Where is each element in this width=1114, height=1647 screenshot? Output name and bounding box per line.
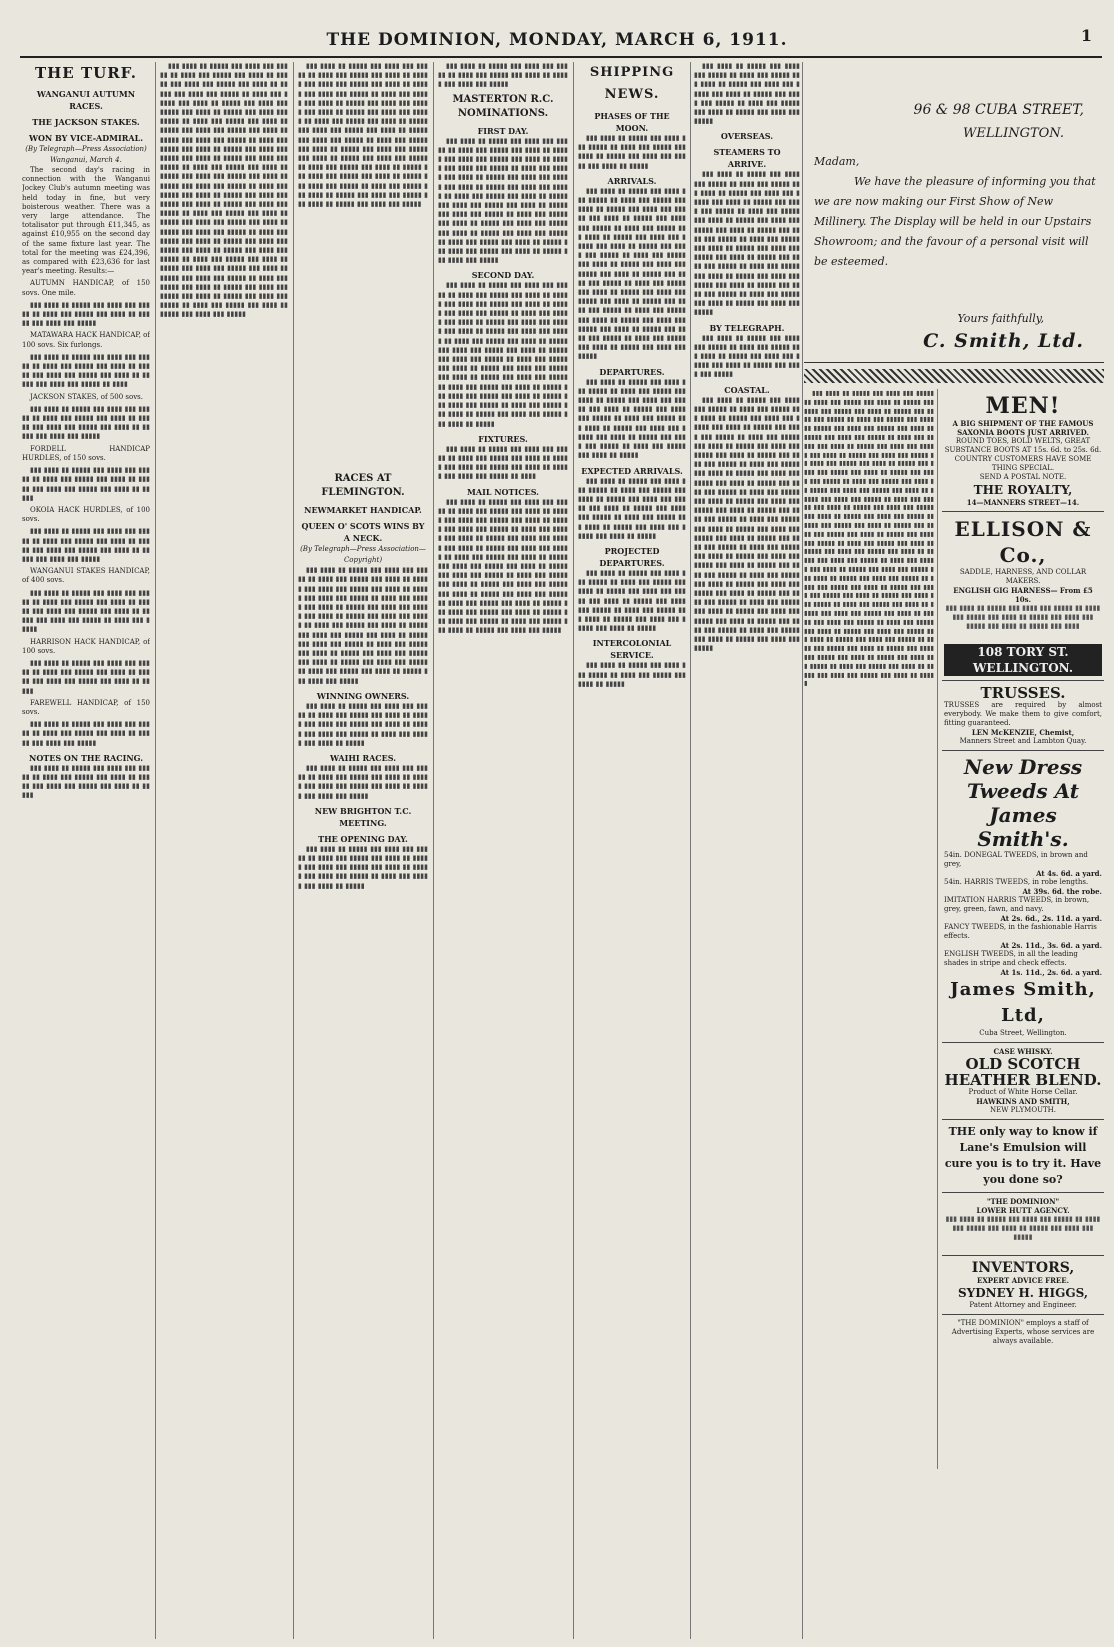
text-filler: ▮▮▮ ▮▮▮▮ ▮▮ ▮▮▮▮▮ ▮▮▮ ▮▮▮▮ ▮▮▮ ▮▮▮▮▮ ▮▮ ▮▮▮▮ ▮▮▮ ▮▮▮▮▮ ▮▮▮ ▮▮▮▮ ▮▮ ▮▮▮▮▮ ▮▮▮ ▮▮▮▮ ▮▮▮ ▮▮▮▮▮ ▮▮▮ ▮▮▮▮ ▮▮ ▮▮▮▮▮ ▮▮▮ ▮▮▮▮ ▮▮▮ ▮▮▮▮▮ ▮▮ ▮▮▮▮ ▮▮▮ ▮▮▮▮▮ ▮▮▮ ▮▮▮▮ ▮▮ ▮▮▮▮▮ ▮▮▮ ▮▮▮▮ ▮▮▮ ▮▮▮▮▮ ▮▮▮ ▮▮▮▮ ▮▮ ▮▮▮▮▮ ▮▮▮ ▮▮▮▮ ▮▮▮ ▮▮▮▮▮ ▮▮ ▮▮▮▮ ▮▮▮ ▮▮▮▮▮ ▮▮▮ ▮▮▮▮ ▮▮ ▮▮▮▮▮ ▮▮▮ ▮▮▮▮ ▮▮▮ ▮▮▮▮▮ ▮▮▮ ▮▮▮▮ ▮▮ ▮▮▮▮▮ ▮▮▮ ▮▮▮▮ ▮▮▮ ▮▮▮▮▮ ▮▮ ▮▮▮▮ ▮▮▮ ▮▮▮▮▮ ▮▮▮ ▮▮▮▮ ▮▮ ▮▮▮▮▮ ▮▮▮ ▮▮▮▮ ▮▮▮ ▮▮▮▮▮ ▮▮▮ ▮▮▮▮ ▮▮ ▮▮▮▮▮ ▮▮▮ ▮▮▮▮ ▮▮▮ ▮▮▮▮▮ ▮▮ ▮▮▮▮ ▮▮▮ ▮▮▮▮▮ ▮▮▮ ▮▮▮▮ ▮▮ ▮▮▮▮▮ ▮▮▮ ▮▮▮▮ ▮▮▮ ▮▮▮▮▮ ▮▮▮ ▮▮▮▮ ▮▮ ▮▮▮▮▮ ▮▮▮ ▮▮▮▮ ▮▮▮ ▮▮▮▮▮ ▮▮ ▮▮▮▮ ▮▮▮ ▮▮▮▮▮ ▮▮▮ ▮▮▮▮ ▮▮ ▮▮▮▮▮ ▮▮▮ ▮▮▮▮ ▮▮▮ ▮▮▮▮▮ (438, 497, 568, 635)
masthead-title: THE DOMINION, MONDAY, MARCH 6, 1911. (326, 30, 788, 50)
dominion-staff-ad (942, 1315, 1104, 1350)
text-filler: ▮▮▮ ▮▮▮▮ ▮▮ ▮▮▮▮▮ ▮▮▮ ▮▮▮▮ ▮▮▮ ▮▮▮▮▮ ▮▮ ▮▮▮▮ ▮▮▮ ▮▮▮▮▮ ▮▮▮ ▮▮▮▮ ▮▮ ▮▮▮▮▮ ▮▮▮ ▮▮▮▮ ▮▮▮ ▮▮▮▮▮ ▮▮▮ ▮▮▮▮ ▮▮ ▮▮▮▮▮ (22, 658, 150, 695)
column-masterton (438, 62, 568, 1639)
text-filler: ▮▮▮ ▮▮▮▮ ▮▮ ▮▮▮▮▮ ▮▮▮ ▮▮▮▮ ▮▮▮ ▮▮▮▮▮ ▮▮ ▮▮▮▮ ▮▮▮ ▮▮▮▮▮ ▮▮▮ ▮▮▮▮ ▮▮ ▮▮▮▮▮ ▮▮▮ ▮▮▮▮ ▮▮▮ ▮▮▮▮▮ ▮▮▮ ▮▮▮▮ ▮▮ ▮▮▮▮▮ ▮▮▮ ▮▮▮▮ ▮▮▮ ▮▮▮▮▮ ▮▮ ▮▮▮▮ ▮▮▮ ▮▮▮▮▮ ▮▮▮ ▮▮▮▮ ▮▮ ▮▮▮▮▮ (298, 844, 428, 890)
text-filler: ▮▮▮ ▮▮▮▮ ▮▮ ▮▮▮▮▮ ▮▮▮ ▮▮▮▮ ▮▮▮ ▮▮▮▮▮ ▮▮ ▮▮▮▮ ▮▮▮ ▮▮▮▮▮ ▮▮▮ ▮▮▮▮ ▮▮ ▮▮▮▮▮ ▮▮▮ ▮▮▮▮ ▮▮▮ ▮▮▮▮▮ ▮▮▮ ▮▮▮▮ ▮▮ ▮▮▮▮▮ ▮▮▮ ▮▮▮▮ ▮▮▮ ▮▮▮▮▮ ▮▮ ▮▮▮▮ ▮▮▮ ▮▮▮▮▮ ▮▮▮ ▮▮▮▮ ▮▮ ▮▮▮▮▮ ▮▮▮ ▮▮▮▮ ▮▮▮ ▮▮▮▮▮ ▮▮▮ ▮▮▮▮ ▮▮ ▮▮▮▮▮ ▮▮▮ ▮▮▮▮ ▮▮▮ ▮▮▮▮▮ ▮▮ ▮▮▮▮ ▮▮▮ ▮▮▮▮▮ ▮▮▮ ▮▮▮▮ ▮▮ ▮▮▮▮▮ ▮▮▮ ▮▮▮▮ ▮▮▮ ▮▮▮▮▮ ▮▮▮ ▮▮▮▮ ▮▮ ▮▮▮▮▮ ▮▮▮ ▮▮▮▮ ▮▮▮ ▮▮▮▮▮ ▮▮ ▮▮▮▮ ▮▮▮ ▮▮▮▮▮ ▮▮▮ ▮▮▮▮ ▮▮ ▮▮▮▮▮ ▮▮▮ ▮▮▮▮ ▮▮▮ ▮▮▮▮▮ ▮▮▮ ▮▮▮▮ ▮▮ ▮▮▮▮▮ ▮▮▮ ▮▮▮▮ ▮▮▮ ▮▮▮▮▮ ▮▮ ▮▮▮▮ ▮▮▮ ▮▮▮▮▮ ▮▮▮ ▮▮▮▮ ▮▮ ▮▮▮▮▮ ▮▮▮ ▮▮▮▮ ▮▮▮ ▮▮▮▮▮ ▮▮▮ ▮▮▮▮ ▮▮ ▮▮▮▮▮ ▮▮▮ ▮▮▮▮ ▮▮▮ ▮▮▮▮▮ ▮▮ ▮▮▮▮ ▮▮▮ ▮▮▮▮▮ ▮▮▮ ▮▮▮▮ ▮▮ ▮▮▮▮▮ ▮▮▮ ▮▮▮▮ ▮▮▮ ▮▮▮▮▮ (578, 186, 686, 361)
section-heading-turf: THE TURF. (34, 64, 138, 82)
trusses-ad (942, 681, 1104, 751)
subheading-queen-o-scots: QUEEN O' SCOTS WINS BY A NECK. (301, 521, 425, 544)
men-heading: MEN! (985, 393, 1061, 419)
tweeds-price: At 39s. 6d. the robe. (1022, 887, 1102, 896)
column-rule (433, 62, 434, 1639)
text-filler: ▮▮▮ ▮▮▮▮ ▮▮ ▮▮▮▮▮ ▮▮▮ ▮▮▮▮ ▮▮▮ ▮▮▮▮▮ ▮▮ ▮▮▮▮ ▮▮▮ ▮▮▮▮▮ ▮▮▮ ▮▮▮▮ ▮▮ ▮▮▮▮▮ ▮▮▮ ▮▮▮▮ ▮▮▮ ▮▮▮▮▮ ▮▮▮ ▮▮▮▮ ▮▮ ▮▮▮▮▮ ▮▮▮ ▮▮▮▮ ▮▮▮ ▮▮▮▮▮ (298, 763, 428, 800)
article-paragraph: The second day's racing in connection with the Wanganui Jockey Club's autumn meeting was held today in fine, but very boisterous weather. There was a very large attendance. The totalisator put through £11,345, as against £10,955 on the second day of the same fixture last year. The total for the meeting was £24,396, as compared with £23,636 for last year's meeting. Results:— (22, 166, 150, 276)
james-smith-name: James Smith, Ltd, (950, 979, 1096, 1026)
subheading-overseas: OVERSEAS. (720, 131, 774, 142)
text-filler: ▮▮▮ ▮▮▮▮ ▮▮ ▮▮▮▮▮ ▮▮▮ ▮▮▮▮ ▮▮▮ ▮▮▮▮▮ ▮▮ ▮▮▮▮ ▮▮▮ ▮▮▮▮▮ ▮▮▮ ▮▮▮▮ ▮▮ ▮▮▮▮▮ ▮▮▮ ▮▮▮▮ ▮▮▮ ▮▮▮▮▮ ▮▮▮ ▮▮▮▮ ▮▮ ▮▮▮▮▮ ▮▮▮ ▮▮▮▮ ▮▮▮ ▮▮▮▮▮ ▮▮ ▮▮▮▮ ▮▮▮ ▮▮▮▮▮ (22, 588, 150, 634)
ellison-address: 108 TORY ST. WELLINGTON. (944, 644, 1102, 676)
text-filler: ▮▮▮ ▮▮▮▮ ▮▮ ▮▮▮▮▮ ▮▮▮ ▮▮▮▮ ▮▮▮ ▮▮▮▮▮ ▮▮ ▮▮▮▮ ▮▮▮ ▮▮▮▮▮ ▮▮▮ ▮▮▮▮ ▮▮ ▮▮▮▮▮ ▮▮▮ ▮▮▮▮ ▮▮▮ ▮▮▮▮▮ (438, 62, 568, 89)
ad-address-line1: 96 & 98 CUBA STREET, (913, 102, 1084, 118)
text-filler: ▮▮▮ ▮▮▮▮ ▮▮ ▮▮▮▮▮ ▮▮▮ ▮▮▮▮ ▮▮▮ ▮▮▮▮▮ ▮▮ ▮▮▮▮ ▮▮▮ ▮▮▮▮▮ ▮▮▮ ▮▮▮▮ ▮▮ ▮▮▮▮▮ ▮▮▮ ▮▮▮▮ ▮▮▮ ▮▮▮▮▮ ▮▮▮ ▮▮▮▮ ▮▮ ▮▮▮▮▮ ▮▮▮ ▮▮▮▮ ▮▮▮ ▮▮▮▮▮ (22, 527, 150, 563)
tweeds-line: 54in. DONEGAL TWEEDS, in brown and grey, (944, 851, 1088, 868)
spacer (298, 212, 428, 472)
column-rule (690, 62, 691, 1639)
advertisement-column (804, 62, 1104, 1639)
subheading-wanganui: WANGANUI AUTUMN RACES. (36, 89, 136, 111)
subheading-newmarket: NEWMARKET HANDICAP. (304, 505, 422, 516)
james-smith-address: Cuba Street, Wellington. (979, 1029, 1067, 1037)
ornamental-divider (804, 369, 1104, 383)
text-filler: ▮▮▮ ▮▮▮▮ ▮▮ ▮▮▮▮▮ ▮▮▮ ▮▮▮▮ ▮▮▮ ▮▮▮▮▮ ▮▮ ▮▮▮▮ ▮▮▮ ▮▮▮▮▮ ▮▮▮ ▮▮▮▮ ▮▮ ▮▮▮▮▮ ▮▮▮ ▮▮▮▮ ▮▮▮ ▮▮▮▮▮ ▮▮▮ ▮▮▮▮ ▮▮ ▮▮▮▮▮ ▮▮▮ ▮▮▮▮ ▮▮▮ ▮▮▮▮▮ ▮▮ ▮▮▮▮ ▮▮▮ ▮▮▮▮▮ ▮▮▮ ▮▮▮▮ ▮▮ ▮▮▮▮▮ ▮▮▮ ▮▮▮▮ ▮▮▮ ▮▮▮▮▮ ▮▮▮ ▮▮▮▮ ▮▮ ▮▮▮▮▮ ▮▮▮ ▮▮▮▮ ▮▮▮ ▮▮▮▮▮ ▮▮ ▮▮▮▮ ▮▮▮ ▮▮▮▮▮ ▮▮▮ ▮▮▮▮ ▮▮ ▮▮▮▮▮ ▮▮▮ ▮▮▮▮ ▮▮▮ ▮▮▮▮▮ ▮▮▮ ▮▮▮▮ ▮▮ ▮▮▮▮▮ ▮▮▮ ▮▮▮▮ ▮▮▮ ▮▮▮▮▮ ▮▮ ▮▮▮▮ ▮▮▮ ▮▮▮▮▮ ▮▮▮ ▮▮▮▮ ▮▮ ▮▮▮▮▮ ▮▮▮ ▮▮▮▮ ▮▮▮ ▮▮▮▮▮ ▮▮▮ ▮▮▮▮ ▮▮ ▮▮▮▮▮ ▮▮▮ ▮▮▮▮ ▮▮▮ ▮▮▮▮▮ ▮▮ ▮▮▮▮ ▮▮▮ ▮▮▮▮▮ ▮▮▮ ▮▮▮▮ ▮▮ ▮▮▮▮▮ ▮▮▮ ▮▮▮▮ ▮▮▮ ▮▮▮▮▮ (694, 170, 800, 317)
race-result: FORDELL HANDICAP HURDLES, of 150 sovs. (22, 444, 150, 462)
inventors-subheading: EXPERT ADVICE FREE. (976, 1276, 1070, 1285)
heading-masterton: MASTERTON R.C. NOMINATIONS. (452, 93, 554, 119)
text-filler: ▮▮▮ ▮▮▮▮ ▮▮ ▮▮▮▮▮ ▮▮▮ ▮▮▮▮ ▮▮▮ ▮▮▮▮▮ ▮▮ ▮▮▮▮ ▮▮▮ ▮▮▮▮▮ ▮▮▮ ▮▮▮▮ ▮▮ ▮▮▮▮▮ ▮▮▮ ▮▮▮▮ ▮▮▮ ▮▮▮▮▮ ▮▮▮ ▮▮▮▮ ▮▮ ▮▮▮▮▮ (22, 763, 150, 800)
inventors-ad (942, 1256, 1104, 1315)
subheading-vice-admiral: WON BY VICE-ADMIRAL. (28, 133, 144, 143)
lower-hutt-agency-ad (942, 1193, 1104, 1256)
tweeds-line: ENGLISH TWEEDS, in all the leading shades in stripe and check effects. (944, 950, 1078, 967)
ad-body-text: We have the pleasure of informing you that we are now making our First Show of New Millinery. The Display will be held in our Upstairs Showroom; and the favour of a personal visit will be esteemed. (814, 175, 1096, 268)
royalty-boots-ad (942, 389, 1104, 512)
subheading-waihi: WAIHI RACES. (329, 752, 397, 763)
men-send: SEND A POSTAL NOTE. (979, 473, 1067, 481)
lanes-text: THE only way to know if Lane's Emulsion will cure you is to try it. Have you done so? (944, 1125, 1102, 1186)
text-filler: ▮▮▮ ▮▮▮▮ ▮▮ ▮▮▮▮▮ ▮▮▮ ▮▮▮▮ ▮▮▮ ▮▮▮▮▮ ▮▮ ▮▮▮▮ ▮▮▮ ▮▮▮▮▮ ▮▮▮ ▮▮▮▮ ▮▮ ▮▮▮▮▮ ▮▮▮ ▮▮▮▮ ▮▮▮ ▮▮▮▮▮ ▮▮▮ ▮▮▮▮ ▮▮ ▮▮▮▮▮ ▮▮▮ ▮▮▮▮ ▮▮▮ ▮▮▮▮▮ ▮▮ ▮▮▮▮ ▮▮▮ ▮▮▮▮▮ ▮▮▮ ▮▮▮▮ ▮▮ ▮▮▮▮▮ ▮▮▮ ▮▮▮▮ ▮▮▮ ▮▮▮▮▮ ▮▮▮ ▮▮▮▮ ▮▮ ▮▮▮▮▮ ▮▮▮ ▮▮▮▮ ▮▮▮ ▮▮▮▮▮ ▮▮ ▮▮▮▮ ▮▮▮ ▮▮▮▮▮ ▮▮▮ ▮▮▮▮ ▮▮ ▮▮▮▮▮ ▮▮▮ ▮▮▮▮ ▮▮▮ ▮▮▮▮▮ ▮▮▮ ▮▮▮▮ ▮▮ ▮▮▮▮▮ ▮▮▮ ▮▮▮▮ ▮▮▮ ▮▮▮▮▮ ▮▮ ▮▮▮▮ ▮▮▮ ▮▮▮▮▮ ▮▮▮ ▮▮▮▮ ▮▮ ▮▮▮▮▮ ▮▮▮ ▮▮▮▮ ▮▮▮ ▮▮▮▮▮ ▮▮▮ ▮▮▮▮ ▮▮ ▮▮▮▮▮ ▮▮▮ ▮▮▮▮ ▮▮▮ ▮▮▮▮▮ ▮▮ ▮▮▮▮ ▮▮▮ ▮▮▮▮▮ ▮▮▮ ▮▮▮▮ ▮▮ ▮▮▮▮▮ ▮▮▮ ▮▮▮▮ ▮▮▮ ▮▮▮▮▮ ▮▮▮ ▮▮▮▮ ▮▮ ▮▮▮▮▮ ▮▮▮ ▮▮▮▮ ▮▮▮ ▮▮▮▮▮ ▮▮ ▮▮▮▮ ▮▮▮ ▮▮▮▮▮ ▮▮▮ ▮▮▮▮ ▮▮ ▮▮▮▮▮ ▮▮▮ ▮▮▮▮ ▮▮▮ ▮▮▮▮▮ ▮▮▮ ▮▮▮▮ ▮▮ ▮▮▮▮▮ ▮▮▮ ▮▮▮▮ ▮▮▮ ▮▮▮▮▮ ▮▮ ▮▮▮▮ ▮▮▮ ▮▮▮▮▮ ▮▮▮ ▮▮▮▮ ▮▮ ▮▮▮▮▮ ▮▮▮ ▮▮▮▮ ▮▮▮ ▮▮▮▮▮ ▮▮▮ ▮▮▮▮ ▮▮ ▮▮▮▮▮ ▮▮▮ ▮▮▮▮ ▮▮▮ ▮▮▮▮▮ ▮▮ ▮▮▮▮ ▮▮▮ ▮▮▮▮▮ ▮▮▮ ▮▮▮▮ ▮▮ ▮▮▮▮▮ ▮▮▮ ▮▮▮▮ ▮▮▮ ▮▮▮▮▮ ▮▮▮ ▮▮▮▮ ▮▮ ▮▮▮▮▮ ▮▮▮ ▮▮▮▮ ▮▮▮ ▮▮▮▮▮ ▮▮ ▮▮▮▮ ▮▮▮ ▮▮▮▮▮ ▮▮▮ ▮▮▮▮ ▮▮ ▮▮▮▮▮ ▮▮▮ ▮▮▮▮ ▮▮▮ ▮▮▮▮▮ ▮▮▮ ▮▮▮▮ ▮▮ ▮▮▮▮▮ ▮▮▮ ▮▮▮▮ ▮▮▮ ▮▮▮▮▮ ▮▮ ▮▮▮▮ ▮▮▮ ▮▮▮▮▮ ▮▮▮ ▮▮▮▮ ▮▮ ▮▮▮▮▮ ▮▮▮ ▮▮▮▮ ▮▮▮ ▮▮▮▮▮ ▮▮▮ ▮▮▮▮ ▮▮ ▮▮▮▮▮ ▮▮▮ ▮▮▮▮ ▮▮▮ ▮▮▮▮▮ ▮▮ ▮▮▮▮ ▮▮▮ ▮▮▮▮▮ ▮▮▮ ▮▮▮▮ ▮▮ ▮▮▮▮▮ ▮▮▮ ▮▮▮▮ ▮▮▮ ▮▮▮▮▮ ▮▮▮ ▮▮▮▮ ▮▮ ▮▮▮▮▮ ▮▮▮ ▮▮▮▮ ▮▮▮ ▮▮▮▮▮ ▮▮ ▮▮▮▮ ▮▮▮ ▮▮▮▮▮ ▮▮▮ ▮▮▮▮ ▮▮ ▮▮▮▮▮ ▮▮▮ ▮▮▮▮ ▮▮▮ ▮▮▮▮▮ ▮▮▮ ▮▮▮▮ ▮▮ ▮▮▮▮▮ ▮▮▮ ▮▮▮▮ ▮▮▮ ▮▮▮▮▮ ▮▮ ▮▮▮▮ ▮▮▮ ▮▮▮▮▮ ▮▮▮ ▮▮▮▮ ▮▮ ▮▮▮▮▮ ▮▮▮ ▮▮▮▮ ▮▮▮ ▮▮▮▮▮ ▮▮▮ ▮▮▮▮ ▮▮ ▮▮▮▮▮ ▮▮▮ ▮▮▮▮ ▮▮▮ ▮▮▮▮▮ ▮▮ ▮▮▮▮ ▮▮▮ ▮▮▮▮▮ ▮▮▮ ▮▮▮▮ ▮▮ ▮▮▮▮▮ ▮▮▮ ▮▮▮▮ ▮▮▮ ▮▮▮▮▮ ▮▮▮ ▮▮▮▮ ▮▮ ▮▮▮▮▮ (804, 389, 934, 688)
subheading-mail-notices: MAIL NOTICES. (467, 486, 539, 497)
trusses-chemist: LEN McKENZIE, Chemist, (971, 728, 1075, 737)
subheading-projected: PROJECTED DEPARTURES. (599, 545, 665, 568)
royalty-name: THE ROYALTY, (973, 483, 1073, 497)
race-result: WANGANUI STAKES HANDICAP, of 400 sovs. (22, 567, 150, 585)
subheading-second-day: SECOND DAY. (471, 270, 535, 281)
text-filler: ▮▮▮ ▮▮▮▮ ▮▮ ▮▮▮▮▮ ▮▮▮ ▮▮▮▮ ▮▮▮ ▮▮▮▮▮ ▮▮ ▮▮▮▮ ▮▮▮ ▮▮▮▮▮ ▮▮▮ ▮▮▮▮ ▮▮ ▮▮▮▮▮ ▮▮▮ ▮▮▮▮ ▮▮▮ ▮▮▮▮▮ ▮▮▮ ▮▮▮▮ ▮▮ ▮▮▮▮▮ ▮▮▮ ▮▮▮▮ ▮▮▮ ▮▮▮▮▮ (22, 404, 150, 441)
text-filler: ▮▮▮ ▮▮▮▮ ▮▮ ▮▮▮▮▮ ▮▮▮ ▮▮▮▮ ▮▮▮ ▮▮▮▮▮ ▮▮ ▮▮▮▮ ▮▮▮ ▮▮▮▮▮ ▮▮▮ ▮▮▮▮ ▮▮ ▮▮▮▮▮ ▮▮▮ ▮▮▮▮ ▮▮▮ ▮▮▮▮▮ ▮▮▮ ▮▮▮▮ ▮▮ ▮▮▮▮▮ ▮▮▮ ▮▮▮▮ ▮▮▮ ▮▮▮▮▮ ▮▮ ▮▮▮▮ ▮▮▮ ▮▮▮▮▮ ▮▮▮ ▮▮▮▮ ▮▮ ▮▮▮▮▮ ▮▮▮ ▮▮▮▮ ▮▮▮ ▮▮▮▮▮ (694, 62, 800, 126)
byline-press-association: (By Telegraph—Press Association) (25, 145, 147, 153)
trusses-text: TRUSSES are required by almost everybody. We make them to give comfort, fitting guaranteed. (944, 701, 1102, 727)
subheading-expected: EXPECTED ARRIVALS. (581, 465, 683, 476)
tweeds-line: IMITATION HARRIS TWEEDS, in brown, grey, green, fawn, and navy. (944, 896, 1090, 913)
ad-salutation: Madam, (814, 155, 860, 168)
text-filler: ▮▮▮ ▮▮▮▮ ▮▮ ▮▮▮▮▮ ▮▮▮ ▮▮▮▮ ▮▮▮ ▮▮▮▮▮ ▮▮ ▮▮▮▮ ▮▮▮ ▮▮▮▮▮ ▮▮▮ ▮▮▮▮ ▮▮ ▮▮▮▮▮ ▮▮▮ ▮▮▮▮ ▮▮▮ ▮▮▮▮▮ (22, 720, 150, 747)
new-plymouth: NEW PLYMOUTH. (990, 1106, 1056, 1114)
dateline: Wanganui, March 4. (50, 156, 122, 164)
subheading-notes: NOTES ON THE RACING. (29, 752, 143, 763)
whisky-old-scotch: OLD SCOTCH (965, 1055, 1081, 1073)
text-filler: ▮▮▮ ▮▮▮▮ ▮▮ ▮▮▮▮▮ ▮▮▮ ▮▮▮▮ ▮▮▮ ▮▮▮▮▮ ▮▮ ▮▮▮▮ ▮▮▮ ▮▮▮▮▮ ▮▮▮ ▮▮▮▮ ▮▮ ▮▮▮▮▮ ▮▮▮ ▮▮▮▮ ▮▮▮ ▮▮▮▮▮ ▮▮▮ ▮▮▮▮ ▮▮ ▮▮▮▮▮ ▮▮▮ ▮▮▮▮ ▮▮▮ ▮▮▮▮▮ ▮▮ ▮▮▮▮ ▮▮▮ ▮▮▮▮▮ ▮▮▮ ▮▮▮▮ ▮▮ ▮▮▮▮▮ ▮▮▮ ▮▮▮▮ ▮▮▮ ▮▮▮▮▮ ▮▮▮ ▮▮▮▮ ▮▮ ▮▮▮▮▮ ▮▮▮ ▮▮▮▮ ▮▮▮ ▮▮▮▮▮ ▮▮ ▮▮▮▮ ▮▮▮ ▮▮▮▮▮ ▮▮▮ ▮▮▮▮ ▮▮ ▮▮▮▮▮ ▮▮▮ ▮▮▮▮ ▮▮▮ ▮▮▮▮▮ ▮▮▮ ▮▮▮▮ ▮▮ ▮▮▮▮▮ ▮▮▮ ▮▮▮▮ ▮▮▮ ▮▮▮▮▮ ▮▮ ▮▮▮▮ ▮▮▮ ▮▮▮▮▮ ▮▮▮ ▮▮▮▮ ▮▮ ▮▮▮▮▮ ▮▮▮ ▮▮▮▮ ▮▮▮ ▮▮▮▮▮ ▮▮▮ ▮▮▮▮ ▮▮ ▮▮▮▮▮ ▮▮▮ ▮▮▮▮ ▮▮▮ ▮▮▮▮▮ ▮▮ ▮▮▮▮ ▮▮▮ ▮▮▮▮▮ ▮▮▮ ▮▮▮▮ ▮▮ ▮▮▮▮▮ ▮▮▮ ▮▮▮▮ ▮▮▮ ▮▮▮▮▮ ▮▮▮ ▮▮▮▮ ▮▮ ▮▮▮▮▮ ▮▮▮ ▮▮▮▮ ▮▮▮ ▮▮▮▮▮ ▮▮ ▮▮▮▮ ▮▮▮ ▮▮▮▮▮ ▮▮▮ ▮▮▮▮ ▮▮ ▮▮▮▮▮ ▮▮▮ ▮▮▮▮ ▮▮▮ ▮▮▮▮▮ ▮▮▮ ▮▮▮▮ ▮▮ ▮▮▮▮▮ (438, 281, 568, 428)
subheading-by-telegraph: BY TELEGRAPH. (709, 322, 785, 333)
men-text3: COUNTRY CUSTOMERS HAVE SOME THING SPECIAL. (954, 455, 1092, 472)
whisky-heather-blend: HEATHER BLEND. (944, 1071, 1102, 1089)
heading-flemington: RACES AT FLEMINGTON. (321, 473, 405, 499)
column-rule (293, 62, 294, 1639)
hicks-name: SYDNEY H. HIGGS, (957, 1286, 1089, 1300)
whisky-case: CASE WHISKY. (993, 1047, 1053, 1056)
text-filler: ▮▮▮ ▮▮▮▮ ▮▮ ▮▮▮▮▮ ▮▮▮ ▮▮▮▮ ▮▮▮ ▮▮▮▮▮ ▮▮ ▮▮▮▮ ▮▮▮ ▮▮▮▮▮ ▮▮▮ ▮▮▮▮ ▮▮ ▮▮▮▮▮ ▮▮▮ ▮▮▮▮ ▮▮▮ ▮▮▮▮▮ ▮▮▮ ▮▮▮▮ ▮▮ ▮▮▮▮▮ ▮▮▮ ▮▮▮▮ (945, 604, 1101, 630)
text-filler: ▮▮▮ ▮▮▮▮ ▮▮ ▮▮▮▮▮ ▮▮▮ ▮▮▮▮ ▮▮▮ ▮▮▮▮▮ ▮▮ ▮▮▮▮ ▮▮▮ ▮▮▮▮▮ ▮▮▮ ▮▮▮▮ ▮▮ ▮▮▮▮▮ ▮▮▮ ▮▮▮▮ ▮▮▮ ▮▮▮▮▮ ▮▮▮ ▮▮▮▮ ▮▮ ▮▮▮▮▮ ▮▮▮ ▮▮▮▮ ▮▮▮ ▮▮▮▮▮ ▮▮ ▮▮▮▮ ▮▮▮ ▮▮▮▮▮ ▮▮▮ ▮▮▮▮ ▮▮ ▮▮▮▮▮ (298, 701, 428, 747)
royalty-address: 14—MANNERS STREET—14. (966, 498, 1080, 507)
trusses-address: Manners Street and Lambton Quay. (959, 737, 1087, 745)
men-text2: ROUND TOES, BOLD WELTS, GREAT SUBSTANCE BOOTS AT 15s. 6d. to 25s. 6d. (944, 437, 1102, 454)
subheading-coastal: COASTAL. (724, 384, 770, 395)
ellison-name: ELLISON & Co., (954, 517, 1092, 567)
ad-split-block (804, 389, 1104, 1469)
text-filler: ▮▮▮ ▮▮▮▮ ▮▮ ▮▮▮▮▮ ▮▮▮ ▮▮▮▮ ▮▮▮ ▮▮▮▮▮ ▮▮ ▮▮▮▮ ▮▮▮ ▮▮▮▮▮ ▮▮▮ ▮▮▮▮ ▮▮ ▮▮▮▮▮ ▮▮▮ ▮▮▮▮ ▮▮▮ ▮▮▮▮▮ ▮▮▮ ▮▮▮▮ ▮▮ ▮▮▮▮▮ ▮▮▮ ▮▮▮▮ ▮▮▮ ▮▮▮▮▮ ▮▮ ▮▮▮▮ ▮▮▮ ▮▮▮▮▮ ▮▮▮ ▮▮▮▮ ▮▮ ▮▮▮▮▮ ▮▮▮ ▮▮▮▮ ▮▮▮ ▮▮▮▮▮ ▮▮▮ ▮▮▮▮ ▮▮ ▮▮▮▮▮ (578, 476, 686, 540)
subheading-winning-owners: WINNING OWNERS. (316, 690, 410, 701)
ellison-subtitle: SADDLE, HARNESS, AND COLLAR MAKERS. (959, 568, 1087, 585)
text-filler: ▮▮▮ ▮▮▮▮ ▮▮ ▮▮▮▮▮ ▮▮▮ ▮▮▮▮ ▮▮▮ ▮▮▮▮▮ ▮▮ ▮▮▮▮ ▮▮▮ ▮▮▮▮▮ ▮▮▮ ▮▮▮▮ ▮▮ ▮▮▮▮▮ ▮▮▮ ▮▮▮▮ ▮▮▮ ▮▮▮▮▮ ▮▮▮ ▮▮▮▮ ▮▮ ▮▮▮▮▮ ▮▮▮ ▮▮▮▮ ▮▮▮ ▮▮▮▮▮ ▮▮ ▮▮▮▮ ▮▮▮ ▮▮▮▮▮ ▮▮▮ ▮▮▮▮ ▮▮ ▮▮▮▮▮ ▮▮▮ ▮▮▮▮ ▮▮▮ ▮▮▮▮▮ ▮▮▮ ▮▮▮▮ ▮▮ ▮▮▮▮▮ ▮▮▮ ▮▮▮▮ ▮▮▮ ▮▮▮▮▮ ▮▮ ▮▮▮▮ ▮▮▮ ▮▮▮▮▮ ▮▮▮ ▮▮▮▮ ▮▮ ▮▮▮▮▮ ▮▮▮ ▮▮▮▮ ▮▮▮ ▮▮▮▮▮ ▮▮▮ ▮▮▮▮ ▮▮ ▮▮▮▮▮ ▮▮▮ ▮▮▮▮ ▮▮▮ ▮▮▮▮▮ ▮▮ ▮▮▮▮ ▮▮▮ ▮▮▮▮▮ ▮▮▮ ▮▮▮▮ ▮▮ ▮▮▮▮▮ ▮▮▮ ▮▮▮▮ ▮▮▮ ▮▮▮▮▮ ▮▮▮ ▮▮▮▮ ▮▮ ▮▮▮▮▮ ▮▮▮ ▮▮▮▮ ▮▮▮ ▮▮▮▮▮ ▮▮ ▮▮▮▮ ▮▮▮ ▮▮▮▮▮ ▮▮▮ ▮▮▮▮ ▮▮ ▮▮▮▮▮ ▮▮▮ ▮▮▮▮ ▮▮▮ ▮▮▮▮▮ (298, 566, 428, 685)
tweeds-price: At 2s. 6d., 2s. 11d. a yard. (1000, 914, 1102, 923)
race-result: OKOIA HACK HURDLES, of 100 sovs. (22, 505, 150, 524)
ads-column (942, 389, 1104, 1469)
text-filler: ▮▮▮ ▮▮▮▮ ▮▮ ▮▮▮▮▮ ▮▮▮ ▮▮▮▮ ▮▮▮ ▮▮▮▮▮ ▮▮ ▮▮▮▮ ▮▮▮ ▮▮▮▮▮ ▮▮▮ ▮▮▮▮ ▮▮ ▮▮▮▮▮ ▮▮▮ ▮▮▮▮ ▮▮▮ ▮▮▮▮▮ ▮▮▮ ▮▮▮▮ ▮▮ ▮▮▮▮▮ ▮▮▮ ▮▮▮▮ ▮▮▮ ▮▮▮▮▮ ▮▮ ▮▮▮▮ ▮▮▮ ▮▮▮▮▮ ▮▮▮ ▮▮▮▮ ▮▮ ▮▮▮▮▮ ▮▮▮ ▮▮▮▮ ▮▮▮ ▮▮▮▮▮ ▮▮▮ ▮▮▮▮ ▮▮ ▮▮▮▮▮ ▮▮▮ ▮▮▮▮ ▮▮▮ ▮▮▮▮▮ ▮▮ ▮▮▮▮ ▮▮▮ ▮▮▮▮▮ ▮▮▮ ▮▮▮▮ ▮▮ ▮▮▮▮▮ (578, 377, 686, 460)
lanes-emulsion-ad (942, 1120, 1104, 1193)
subheading-phases: PHASES OF THE MOON. (594, 111, 670, 133)
ad-address-line2: WELLINGTON. (962, 126, 1064, 141)
text-filler: ▮▮▮ ▮▮▮▮ ▮▮ ▮▮▮▮▮ ▮▮▮ ▮▮▮▮ ▮▮▮ ▮▮▮▮▮ ▮▮ ▮▮▮▮ ▮▮▮ ▮▮▮▮▮ ▮▮▮ ▮▮▮▮ ▮▮ ▮▮▮▮▮ ▮▮▮ ▮▮▮▮ ▮▮▮ ▮▮▮▮▮ (22, 300, 150, 328)
hicks-subtitle: Patent Attorney and Engineer. (969, 1301, 1077, 1309)
column-rule (802, 62, 803, 1639)
subheading-jackson: THE JACKSON STAKES. (32, 117, 140, 127)
text-filler: ▮▮▮ ▮▮▮▮ ▮▮ ▮▮▮▮▮ ▮▮▮ ▮▮▮▮ ▮▮▮ ▮▮▮▮▮ ▮▮ ▮▮▮▮ ▮▮▮ ▮▮▮▮▮ ▮▮▮ ▮▮▮▮ ▮▮ ▮▮▮▮▮ ▮▮▮ ▮▮▮▮ ▮▮▮ ▮▮▮▮▮ ▮▮▮ ▮▮▮▮ ▮▮ ▮▮▮▮▮ ▮▮▮ ▮▮▮▮ ▮▮▮ ▮▮▮▮▮ ▮▮ ▮▮▮▮ (438, 444, 568, 481)
column-rule (155, 62, 156, 1639)
men-text: A BIG SHIPMENT OF THE FAMOUS SAXONIA BOOTS JUST ARRIVED. (952, 419, 1094, 437)
subheading-arrivals: ARRIVALS. (607, 175, 657, 186)
james-smith-tweeds-ad (942, 751, 1104, 1043)
text-filler: ▮▮▮ ▮▮▮▮ ▮▮ ▮▮▮▮▮ ▮▮▮ ▮▮▮▮ ▮▮▮ ▮▮▮▮▮ ▮▮ ▮▮▮▮ ▮▮▮ ▮▮▮▮▮ ▮▮▮ ▮▮▮▮ ▮▮ ▮▮▮▮▮ ▮▮▮ ▮▮▮▮ ▮▮▮ ▮▮▮▮▮ ▮▮▮ ▮▮▮▮ ▮▮ ▮▮▮▮▮ ▮▮▮ ▮▮▮▮ ▮▮▮ ▮▮▮▮▮ ▮▮ ▮▮▮▮ ▮▮▮ ▮▮▮▮▮ ▮▮▮ ▮▮▮▮ ▮▮ ▮▮▮▮▮ ▮▮▮ ▮▮▮▮ ▮▮▮ ▮▮▮▮▮ ▮▮▮ ▮▮▮▮ ▮▮ ▮▮▮▮▮ ▮▮▮ ▮▮▮▮ ▮▮▮ ▮▮▮▮▮ ▮▮ ▮▮▮▮ ▮▮▮ ▮▮▮▮▮ ▮▮▮ ▮▮▮▮ ▮▮ ▮▮▮▮▮ ▮▮▮ ▮▮▮▮ ▮▮▮ ▮▮▮▮▮ ▮▮▮ ▮▮▮▮ ▮▮ ▮▮▮▮▮ ▮▮▮ ▮▮▮▮ ▮▮▮ ▮▮▮▮▮ ▮▮ ▮▮▮▮ ▮▮▮ ▮▮▮▮▮ ▮▮▮ ▮▮▮▮ ▮▮ ▮▮▮▮▮ ▮▮▮ ▮▮▮▮ ▮▮▮ ▮▮▮▮▮ ▮▮▮ ▮▮▮▮ ▮▮ ▮▮▮▮▮ ▮▮▮ ▮▮▮▮ ▮▮▮ ▮▮▮▮▮ ▮▮ ▮▮▮▮ ▮▮▮ ▮▮▮▮▮ ▮▮▮ ▮▮▮▮ ▮▮ ▮▮▮▮▮ ▮▮▮ ▮▮▮▮ ▮▮▮ ▮▮▮▮▮ ▮▮▮ ▮▮▮▮ ▮▮ ▮▮▮▮▮ ▮▮▮ ▮▮▮▮ ▮▮▮ ▮▮▮▮▮ ▮▮ ▮▮▮▮ ▮▮▮ ▮▮▮▮▮ ▮▮▮ ▮▮▮▮ ▮▮ ▮▮▮▮▮ ▮▮▮ ▮▮▮▮ ▮▮▮ ▮▮▮▮▮ ▮▮▮ ▮▮▮▮ ▮▮ ▮▮▮▮▮ ▮▮▮ ▮▮▮▮ ▮▮▮ ▮▮▮▮▮ ▮▮ ▮▮▮▮ ▮▮▮ ▮▮▮▮▮ ▮▮▮ ▮▮▮▮ ▮▮ ▮▮▮▮▮ ▮▮▮ ▮▮▮▮ ▮▮▮ ▮▮▮▮▮ ▮▮▮ ▮▮▮▮ ▮▮ ▮▮▮▮▮ ▮▮▮ ▮▮▮▮ ▮▮▮ ▮▮▮▮▮ ▮▮ ▮▮▮▮ ▮▮▮ ▮▮▮▮▮ ▮▮▮ ▮▮▮▮ ▮▮ ▮▮▮▮▮ ▮▮▮ ▮▮▮▮ ▮▮▮ ▮▮▮▮▮ ▮▮▮ ▮▮▮▮ ▮▮ ▮▮▮▮▮ ▮▮▮ ▮▮▮▮ ▮▮▮ ▮▮▮▮▮ ▮▮ ▮▮▮▮ ▮▮▮ ▮▮▮▮▮ ▮▮▮ ▮▮▮▮ ▮▮ ▮▮▮▮▮ ▮▮▮ ▮▮▮▮ ▮▮▮ ▮▮▮▮▮ ▮▮▮ ▮▮▮▮ ▮▮ ▮▮▮▮▮ ▮▮▮ ▮▮▮▮ ▮▮▮ ▮▮▮▮▮ ▮▮ ▮▮▮▮ ▮▮▮ ▮▮▮▮▮ ▮▮▮ ▮▮▮▮ ▮▮ ▮▮▮▮▮ ▮▮▮ ▮▮▮▮ ▮▮▮ ▮▮▮▮▮ ▮▮▮ ▮▮▮▮ ▮▮ ▮▮▮▮▮ ▮▮▮ ▮▮▮▮ ▮▮▮ ▮▮▮▮▮ ▮▮ ▮▮▮▮ ▮▮▮ ▮▮▮▮▮ ▮▮▮ ▮▮▮▮ ▮▮ ▮▮▮▮▮ ▮▮▮ ▮▮▮▮ ▮▮▮ ▮▮▮▮▮ (160, 62, 288, 319)
tweeds-line: 54in. HARRIS TWEEDS, in robe lengths. (944, 878, 1089, 886)
tweeds-price: At 2s. 11d., 3s. 6d. a yard. (1000, 941, 1102, 950)
race-result: JACKSON STAKES, of 500 sovs. (30, 392, 143, 401)
subheading-departures: DEPARTURES. (599, 366, 665, 377)
masthead-rule (20, 56, 1102, 58)
subheading-fixtures: FIXTURES. (478, 433, 528, 444)
column-flemington (298, 62, 428, 1639)
trusses-heading: TRUSSES. (980, 684, 1066, 702)
subheading-opening-day: THE OPENING DAY. (318, 833, 408, 844)
hawkins-smith: HAWKINS AND SMITH, (976, 1097, 1070, 1106)
agency-name: LOWER HUTT AGENCY. (976, 1206, 1070, 1215)
race-result: FAREWELL HANDICAP, of 150 sovs. (22, 698, 150, 716)
race-result: MATAWARA HACK HANDICAP, of 100 sovs. Six furlongs. (22, 331, 150, 349)
ellison-subtitle2: ENGLISH GIG HARNESS— From £5 10s. (953, 586, 1093, 604)
ad-signature: C. Smith, Ltd. (923, 330, 1084, 352)
text-filler: ▮▮▮ ▮▮▮▮ ▮▮ ▮▮▮▮▮ ▮▮▮ ▮▮▮▮ ▮▮▮ ▮▮▮▮▮ ▮▮ ▮▮▮▮ ▮▮▮ ▮▮▮▮▮ ▮▮▮ ▮▮▮▮ ▮▮ ▮▮▮▮▮ ▮▮▮ ▮▮▮▮ ▮▮▮ ▮▮▮▮▮ ▮▮▮ ▮▮▮▮ ▮▮ ▮▮▮▮▮ ▮▮▮ ▮▮▮▮ ▮▮▮ ▮▮▮▮▮ ▮▮ ▮▮▮▮ ▮▮▮ ▮▮▮▮▮ ▮▮▮ ▮▮▮▮ ▮▮ ▮▮▮▮▮ ▮▮▮ ▮▮▮▮ ▮▮▮ ▮▮▮▮▮ ▮▮▮ ▮▮▮▮ ▮▮ ▮▮▮▮▮ ▮▮▮ ▮▮▮▮ ▮▮▮ ▮▮▮▮▮ ▮▮ ▮▮▮▮ ▮▮▮ ▮▮▮▮▮ ▮▮▮ ▮▮▮▮ ▮▮ ▮▮▮▮▮ ▮▮▮ ▮▮▮▮ ▮▮▮ ▮▮▮▮▮ ▮▮▮ ▮▮▮▮ ▮▮ ▮▮▮▮▮ ▮▮▮ ▮▮▮▮ ▮▮▮ ▮▮▮▮▮ ▮▮ ▮▮▮▮ ▮▮▮ ▮▮▮▮▮ ▮▮▮ ▮▮▮▮ ▮▮ ▮▮▮▮▮ ▮▮▮ ▮▮▮▮ ▮▮▮ ▮▮▮▮▮ ▮▮▮ ▮▮▮▮ ▮▮ ▮▮▮▮▮ ▮▮▮ ▮▮▮▮ ▮▮▮ ▮▮▮▮▮ ▮▮ ▮▮▮▮ ▮▮▮ ▮▮▮▮▮ ▮▮▮ ▮▮▮▮ ▮▮ ▮▮▮▮▮ ▮▮▮ ▮▮▮▮ ▮▮▮ ▮▮▮▮▮ ▮▮▮ ▮▮▮▮ ▮▮ ▮▮▮▮▮ ▮▮▮ ▮▮▮▮ ▮▮▮ ▮▮▮▮▮ (438, 136, 568, 265)
ad-signoff: Yours faithfully, (957, 312, 1044, 325)
column-turf (22, 62, 150, 1639)
subheading-steamers: STEAMERS TO ARRIVE. (713, 147, 781, 170)
whisky-ad (942, 1043, 1104, 1120)
tweeds-line: FANCY TWEEDS, in the fashionable Harris effects. (944, 923, 1097, 940)
agency-heading: "THE DOMINION" (986, 1197, 1060, 1206)
text-filler: ▮▮▮ ▮▮▮▮ ▮▮ ▮▮▮▮▮ ▮▮▮ ▮▮▮▮ ▮▮▮ ▮▮▮▮▮ ▮▮ ▮▮▮▮ ▮▮▮ ▮▮▮▮▮ ▮▮▮ ▮▮▮▮ ▮▮ ▮▮▮▮▮ (578, 661, 686, 688)
text-filler: ▮▮▮ ▮▮▮▮ ▮▮ ▮▮▮▮▮ ▮▮▮ ▮▮▮▮ ▮▮▮ ▮▮▮▮▮ ▮▮ ▮▮▮▮ ▮▮▮ ▮▮▮▮▮ ▮▮▮ ▮▮▮▮ ▮▮ ▮▮▮▮▮ ▮▮▮ ▮▮▮▮ ▮▮▮ ▮▮▮▮▮ (945, 1215, 1101, 1241)
tweeds-heading: New Dress Tweeds At James Smith's. (963, 755, 1083, 851)
tweeds-price: At 1s. 11d., 2s. 6d. a yard. (1000, 968, 1102, 977)
column-shipping (578, 62, 686, 1639)
text-filler: ▮▮▮ ▮▮▮▮ ▮▮ ▮▮▮▮▮ ▮▮▮ ▮▮▮▮ ▮▮▮ ▮▮▮▮▮ ▮▮ ▮▮▮▮ ▮▮▮ ▮▮▮▮▮ ▮▮▮ ▮▮▮▮ ▮▮ ▮▮▮▮▮ ▮▮▮ ▮▮▮▮ ▮▮▮ ▮▮▮▮▮ ▮▮▮ ▮▮▮▮ ▮▮ ▮▮▮▮▮ ▮▮▮ ▮▮▮▮ ▮▮▮ ▮▮▮▮▮ ▮▮ ▮▮▮▮ ▮▮▮ ▮▮▮▮▮ ▮▮▮ ▮▮▮▮ ▮▮ ▮▮▮▮▮ ▮▮▮ ▮▮▮▮ ▮▮▮ ▮▮▮▮▮ ▮▮▮ ▮▮▮▮ ▮▮ ▮▮▮▮▮ ▮▮▮ ▮▮▮▮ ▮▮▮ ▮▮▮▮▮ ▮▮ ▮▮▮▮ ▮▮▮ ▮▮▮▮▮ ▮▮▮ ▮▮▮▮ ▮▮ ▮▮▮▮▮ ▮▮▮ ▮▮▮▮ ▮▮▮ ▮▮▮▮▮ ▮▮▮ ▮▮▮▮ ▮▮ ▮▮▮▮▮ ▮▮▮ ▮▮▮▮ ▮▮▮ ▮▮▮▮▮ ▮▮ ▮▮▮▮ ▮▮▮ ▮▮▮▮▮ ▮▮▮ ▮▮▮▮ ▮▮ ▮▮▮▮▮ ▮▮▮ ▮▮▮▮ ▮▮▮ ▮▮▮▮▮ ▮▮▮ ▮▮▮▮ ▮▮ ▮▮▮▮▮ ▮▮▮ ▮▮▮▮ ▮▮▮ ▮▮▮▮▮ ▮▮ ▮▮▮▮ ▮▮▮ ▮▮▮▮▮ ▮▮▮ ▮▮▮▮ ▮▮ ▮▮▮▮▮ ▮▮▮ ▮▮▮▮ ▮▮▮ ▮▮▮▮▮ ▮▮▮ ▮▮▮▮ ▮▮ ▮▮▮▮▮ ▮▮▮ ▮▮▮▮ ▮▮▮ ▮▮▮▮▮ ▮▮ ▮▮▮▮ ▮▮▮ ▮▮▮▮▮ ▮▮▮ ▮▮▮▮ ▮▮ ▮▮▮▮▮ ▮▮▮ ▮▮▮▮ ▮▮▮ ▮▮▮▮▮ ▮▮▮ ▮▮▮▮ ▮▮ ▮▮▮▮▮ ▮▮▮ ▮▮▮▮ ▮▮▮ ▮▮▮▮▮ ▮▮ ▮▮▮▮ ▮▮▮ ▮▮▮▮▮ ▮▮▮ ▮▮▮▮ ▮▮ ▮▮▮▮▮ ▮▮▮ ▮▮▮▮ ▮▮▮ ▮▮▮▮▮ ▮▮▮ ▮▮▮▮ ▮▮ ▮▮▮▮▮ ▮▮▮ ▮▮▮▮ ▮▮▮ ▮▮▮▮▮ ▮▮ ▮▮▮▮ ▮▮▮ ▮▮▮▮▮ ▮▮▮ ▮▮▮▮ ▮▮ ▮▮▮▮▮ ▮▮▮ ▮▮▮▮ ▮▮▮ ▮▮▮▮▮ ▮▮▮ ▮▮▮▮ ▮▮ ▮▮▮▮▮ ▮▮▮ ▮▮▮▮ ▮▮▮ ▮▮▮▮▮ ▮▮ ▮▮▮▮ ▮▮▮ ▮▮▮▮▮ ▮▮▮ ▮▮▮▮ ▮▮ ▮▮▮▮▮ ▮▮▮ ▮▮▮▮ ▮▮▮ ▮▮▮▮▮ (694, 395, 800, 653)
byline-copyright: (By Telegraph—Press Association—Copyright) (300, 545, 426, 565)
dominion-staff-text: "THE DOMINION" employs a staff of Advertising Experts, whose services are always available. (951, 1319, 1095, 1345)
subheading-new-brighton: NEW BRIGHTON T.C. MEETING. (314, 805, 412, 828)
column-overseas (694, 62, 800, 1639)
inventors-heading: INVENTORS, (971, 1260, 1075, 1276)
news-column-narrow (804, 389, 938, 1469)
text-filler: ▮▮▮ ▮▮▮▮ ▮▮ ▮▮▮▮▮ ▮▮▮ ▮▮▮▮ ▮▮▮ ▮▮▮▮▮ ▮▮ ▮▮▮▮ ▮▮▮ ▮▮▮▮▮ ▮▮▮ ▮▮▮▮ ▮▮ ▮▮▮▮▮ ▮▮▮ ▮▮▮▮ ▮▮▮ ▮▮▮▮▮ ▮▮▮ ▮▮▮▮ ▮▮ ▮▮▮▮▮ ▮▮▮ ▮▮▮▮ ▮▮▮ ▮▮▮▮▮ (694, 333, 800, 379)
column-rule (573, 62, 574, 1639)
race-result: HARRISON HACK HANDICAP, of 100 sovs. (22, 637, 150, 655)
subheading-first-day: FIRST DAY. (477, 125, 529, 136)
ad-letter-body (814, 152, 1099, 272)
smith-millinery-advertisement (804, 62, 1104, 363)
subheading-intercolonial: INTERCOLONIAL SERVICE. (592, 638, 672, 661)
ellison-harness-ad (942, 512, 1104, 681)
text-filler: ▮▮▮ ▮▮▮▮ ▮▮ ▮▮▮▮▮ ▮▮▮ ▮▮▮▮ ▮▮▮ ▮▮▮▮▮ ▮▮ ▮▮▮▮ ▮▮▮ ▮▮▮▮▮ ▮▮▮ ▮▮▮▮ ▮▮ ▮▮▮▮▮ ▮▮▮ ▮▮▮▮ ▮▮▮ ▮▮▮▮▮ ▮▮▮ ▮▮▮▮ ▮▮ ▮▮▮▮▮ ▮▮▮ ▮▮▮▮ ▮▮▮ ▮▮▮▮▮ ▮▮ ▮▮▮▮ (22, 352, 150, 389)
heading-shipping: SHIPPING NEWS. (589, 65, 675, 102)
tweeds-price: At 4s. 6d. a yard. (1036, 869, 1102, 878)
text-filler: ▮▮▮ ▮▮▮▮ ▮▮ ▮▮▮▮▮ ▮▮▮ ▮▮▮▮ ▮▮▮ ▮▮▮▮▮ ▮▮ ▮▮▮▮ ▮▮▮ ▮▮▮▮▮ ▮▮▮ ▮▮▮▮ ▮▮ ▮▮▮▮▮ ▮▮▮ ▮▮▮▮ ▮▮▮ ▮▮▮▮▮ ▮▮▮ ▮▮▮▮ ▮▮ ▮▮▮▮▮ (578, 134, 686, 170)
text-filler: ▮▮▮ ▮▮▮▮ ▮▮ ▮▮▮▮▮ ▮▮▮ ▮▮▮▮ ▮▮▮ ▮▮▮▮▮ ▮▮ ▮▮▮▮ ▮▮▮ ▮▮▮▮▮ ▮▮▮ ▮▮▮▮ ▮▮ ▮▮▮▮▮ ▮▮▮ ▮▮▮▮ ▮▮▮ ▮▮▮▮▮ ▮▮▮ ▮▮▮▮ ▮▮ ▮▮▮▮▮ ▮▮▮ ▮▮▮▮ ▮▮▮ ▮▮▮▮▮ ▮▮ ▮▮▮▮ ▮▮▮ ▮▮▮▮▮ ▮▮▮ ▮▮▮▮ ▮▮ ▮▮▮▮▮ ▮▮▮ ▮▮▮▮ ▮▮▮ ▮▮▮▮▮ ▮▮▮ ▮▮▮▮ ▮▮ ▮▮▮▮▮ ▮▮▮ ▮▮▮▮ ▮▮▮ ▮▮▮▮▮ ▮▮ ▮▮▮▮ ▮▮▮ ▮▮▮▮▮ ▮▮▮ ▮▮▮▮ ▮▮ ▮▮▮▮▮ ▮▮▮ ▮▮▮▮ ▮▮▮ ▮▮▮▮▮ ▮▮▮ ▮▮▮▮ ▮▮ ▮▮▮▮▮ ▮▮▮ ▮▮▮▮ ▮▮▮ ▮▮▮▮▮ ▮▮ ▮▮▮▮ ▮▮▮ ▮▮▮▮▮ ▮▮▮ ▮▮▮▮ ▮▮ ▮▮▮▮▮ ▮▮▮ ▮▮▮▮ ▮▮▮ ▮▮▮▮▮ ▮▮▮ ▮▮▮▮ ▮▮ ▮▮▮▮▮ ▮▮▮ ▮▮▮▮ ▮▮▮ ▮▮▮▮▮ ▮▮ ▮▮▮▮ ▮▮▮ ▮▮▮▮▮ ▮▮▮ ▮▮▮▮ ▮▮ ▮▮▮▮▮ ▮▮▮ ▮▮▮▮ ▮▮▮ ▮▮▮▮▮ ▮▮▮ ▮▮▮▮ ▮▮ ▮▮▮▮▮ ▮▮▮ ▮▮▮▮ ▮▮▮ ▮▮▮▮▮ ▮▮ ▮▮▮▮ ▮▮▮ ▮▮▮▮▮ ▮▮▮ ▮▮▮▮ ▮▮ ▮▮▮▮▮ ▮▮▮ ▮▮▮▮ ▮▮▮ ▮▮▮▮▮ ▮▮▮ ▮▮▮▮ ▮▮ ▮▮▮▮▮ ▮▮▮ ▮▮▮▮ ▮▮▮ ▮▮▮▮▮ (298, 62, 428, 209)
whisky-product: Product of White Horse Cellar. (968, 1088, 1078, 1096)
text-filler: ▮▮▮ ▮▮▮▮ ▮▮ ▮▮▮▮▮ ▮▮▮ ▮▮▮▮ ▮▮▮ ▮▮▮▮▮ ▮▮ ▮▮▮▮ ▮▮▮ ▮▮▮▮▮ ▮▮▮ ▮▮▮▮ ▮▮ ▮▮▮▮▮ ▮▮▮ ▮▮▮▮ ▮▮▮ ▮▮▮▮▮ ▮▮▮ ▮▮▮▮ ▮▮ ▮▮▮▮▮ (22, 466, 150, 502)
text-filler: ▮▮▮ ▮▮▮▮ ▮▮ ▮▮▮▮▮ ▮▮▮ ▮▮▮▮ ▮▮▮ ▮▮▮▮▮ ▮▮ ▮▮▮▮ ▮▮▮ ▮▮▮▮▮ ▮▮▮ ▮▮▮▮ ▮▮ ▮▮▮▮▮ ▮▮▮ ▮▮▮▮ ▮▮▮ ▮▮▮▮▮ ▮▮▮ ▮▮▮▮ ▮▮ ▮▮▮▮▮ ▮▮▮ ▮▮▮▮ ▮▮▮ ▮▮▮▮▮ ▮▮ ▮▮▮▮ ▮▮▮ ▮▮▮▮▮ ▮▮▮ ▮▮▮▮ ▮▮ ▮▮▮▮▮ ▮▮▮ ▮▮▮▮ ▮▮▮ ▮▮▮▮▮ ▮▮▮ ▮▮▮▮ ▮▮ ▮▮▮▮▮ (578, 568, 686, 633)
page-number: 1 (1080, 26, 1092, 45)
race-result: AUTUMN HANDICAP, of 150 sovs. One mile. (22, 279, 150, 297)
column-racing-continued (160, 62, 288, 1639)
